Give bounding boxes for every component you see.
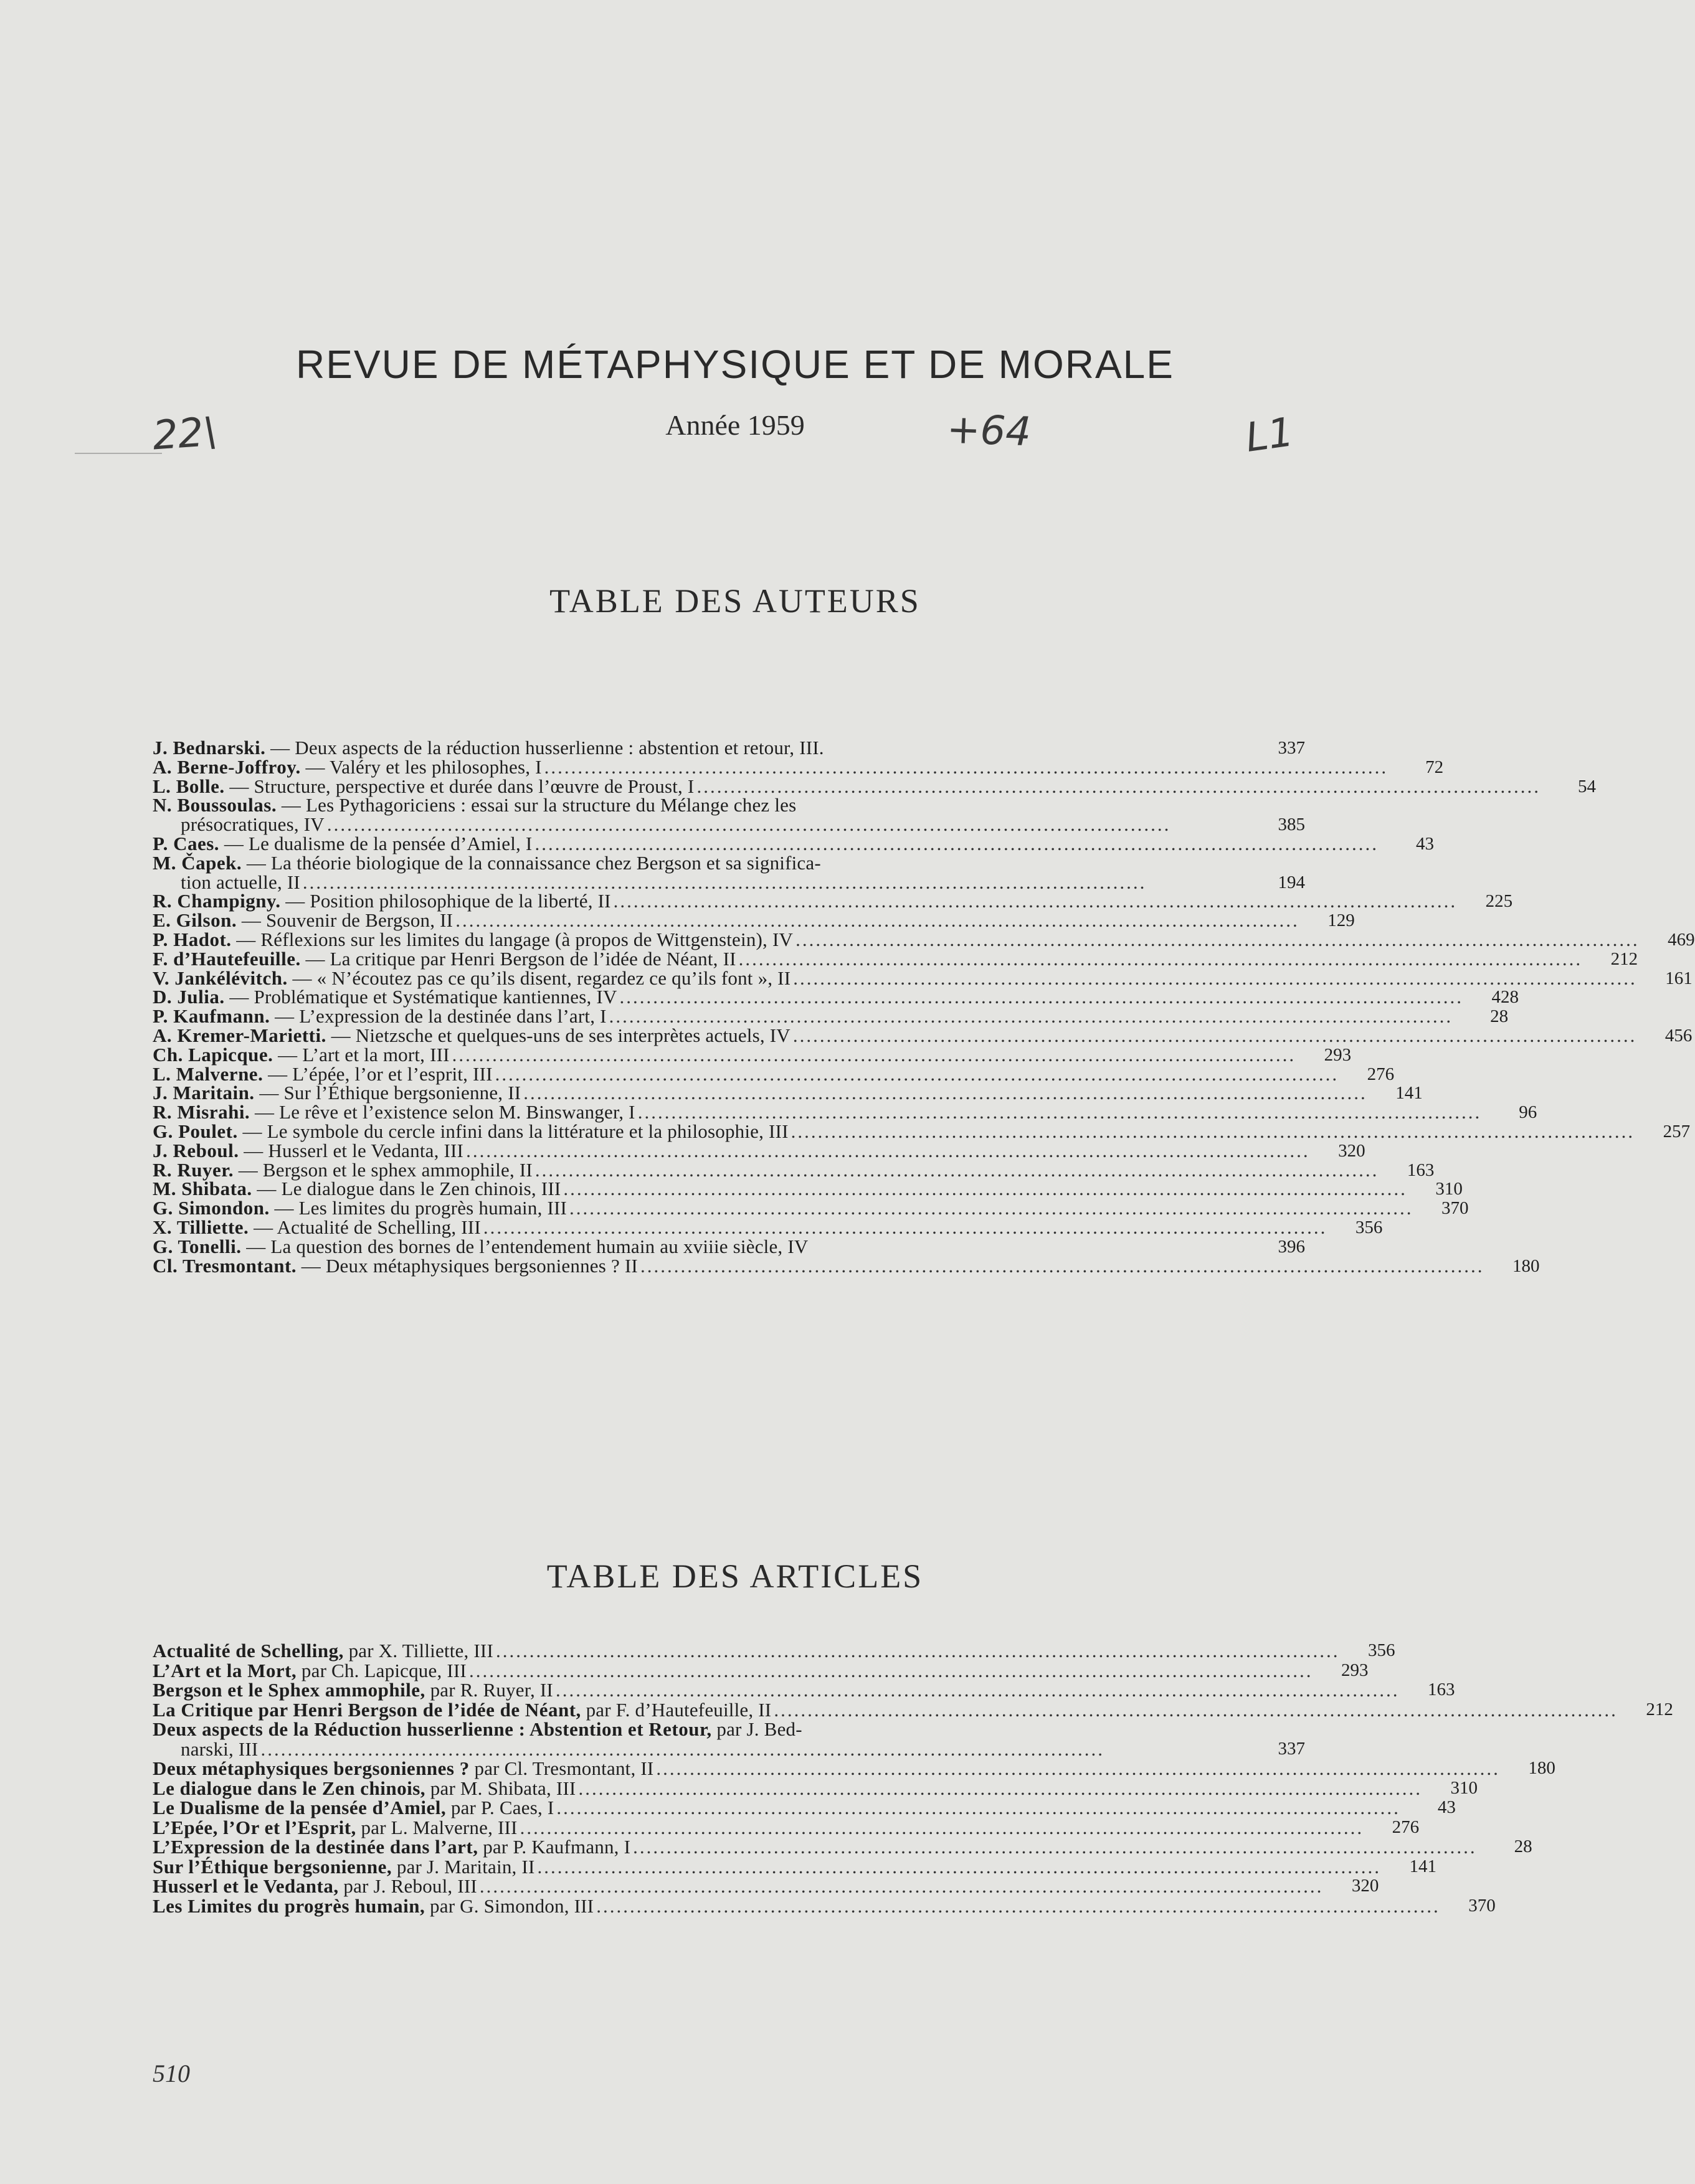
page-number: 141 — [1395, 1083, 1423, 1104]
author-entry: R. Ruyer. — Bergson et le sphex ammophile, II .............................................................................................................................. 163 — [153, 1158, 1435, 1181]
author-entry: G. Tonelli. — La question des bornes de l’entendement humain au xviiie siècle, IV 396 — [153, 1235, 1305, 1257]
author-entry: R. Misrahi. — Le rêve et l’existence selon M. Binswanger, I .............................................................................................................................. 96 — [153, 1101, 1537, 1123]
page-number: 428 — [1491, 987, 1519, 1008]
authors-section-title: TABLE DES AUTEURS — [549, 582, 921, 620]
article-entry: Bergson et le Sphex ammophile, par R. Ruyer, II .............................................................................................................................. 163 — [153, 1679, 1455, 1701]
author-entry: G. Poulet. — Le symbole du cercle infini dans la littérature et la philosophie, III .............................................................................................................................. 257 — [153, 1120, 1691, 1142]
article-entry: L’Expression de la destinée dans l’art, par P. Kaufmann, I .............................................................................................................................. 28 — [153, 1836, 1532, 1858]
author-entry: A. Kremer-Marietti. — Nietzsche et quelques-uns de ses interprètes actuels, IV .............................................................................................................................. 456 — [153, 1024, 1693, 1046]
page-number: 276 — [1367, 1064, 1395, 1084]
author-entry: X. Tilliette. — Actualité de Schelling, III .............................................................................................................................. 356 — [153, 1216, 1383, 1238]
page-number: 225 — [1485, 891, 1513, 912]
article-entry: Deux aspects de la Réduction husserlienne : Abstention et Retour, par J. Bed- narski, III .............................................................................................................................. 337 — [153, 1718, 1305, 1760]
author-entry: Cl. Tresmontant. — Deux métaphysiques bergsoniennes ? II .............................................................................................................................. 180 — [153, 1254, 1540, 1277]
author-entry: M. Čapek. — La théorie biologique de la connaissance chez Bergson et sa significa- tion actuelle, II .............................................................................................................................. 194 — [153, 851, 1305, 893]
handwritten-note-middle: +64 — [946, 406, 1032, 456]
page-number: 337 — [1278, 738, 1305, 758]
handwritten-note-left: 22\ — [151, 409, 219, 460]
article-entry: Le Dualisme de la pensée d’Amiel, par P. Caes, I .............................................................................................................................. 43 — [153, 1797, 1456, 1818]
author-entry: J. Maritain. — Sur l’Éthique bergsonienne, II .............................................................................................................................. 141 — [153, 1082, 1423, 1104]
page-number: 163 — [1427, 1680, 1455, 1699]
page-number: 43 — [1415, 833, 1434, 854]
page-number: 320 — [1338, 1140, 1365, 1161]
authors-list — [153, 737, 1695, 1277]
page-number: 180 — [1528, 1758, 1555, 1778]
journal-title: REVUE DE MÉTAPHYSIQUE ET DE MORALE — [296, 342, 1174, 387]
author-entry: E. Gilson. — Souvenir de Bergson, II .............................................................................................................................. 129 — [153, 909, 1355, 932]
page-number: 96 — [1519, 1102, 1537, 1123]
page-number: 356 — [1355, 1217, 1383, 1237]
author-entry: M. Shibata. — Le dialogue dans le Zen chinois, III .............................................................................................................................. 310 — [153, 1178, 1463, 1200]
page-number: 163 — [1407, 1160, 1435, 1180]
page-number: 72 — [1425, 757, 1444, 777]
page-number: 276 — [1392, 1817, 1420, 1837]
handwritten-note-right: L1 — [1243, 409, 1297, 461]
page-number: 396 — [1278, 1236, 1305, 1257]
page-number: 212 — [1610, 948, 1638, 969]
page-number: 310 — [1435, 1179, 1463, 1199]
pencil-stroke — [75, 453, 162, 454]
page-number: 370 — [1468, 1895, 1496, 1916]
author-entry: P. Kaufmann. — L’expression de la destinée dans l’art, I .............................................................................................................................. 28 — [153, 1005, 1509, 1028]
author-entry: A. Berne-Joffroy. — Valéry et les philosophes, I .............................................................................................................................. 72 — [153, 755, 1444, 778]
page-folio: 510 — [153, 2059, 190, 2087]
page-number: 385 — [1278, 815, 1305, 835]
page-number: 310 — [1450, 1777, 1478, 1798]
page-number: 180 — [1512, 1255, 1540, 1276]
author-entry: Ch. Lapicque. — L’art et la mort, III .............................................................................................................................. 293 — [153, 1043, 1352, 1066]
author-entry: F. d’Hautefeuille. — La critique par Henri Bergson de l’idée de Néant, II .............................................................................................................................. 212 — [153, 947, 1638, 970]
page-number: 257 — [1663, 1121, 1691, 1142]
page-number: 43 — [1437, 1797, 1456, 1817]
year-line: Année 1959 — [665, 409, 805, 441]
articles-list — [153, 1640, 1673, 1917]
article-entry: Husserl et le Vedanta, par J. Reboul, III .............................................................................................................................. 320 — [153, 1875, 1379, 1897]
page-number: 212 — [1646, 1699, 1673, 1719]
article-entry: Le dialogue dans le Zen chinois, par M. Shibata, III .............................................................................................................................. 310 — [153, 1777, 1478, 1799]
article-entry: L’Epée, l’Or et l’Esprit, par L. Malverne, III .............................................................................................................................. 276 — [153, 1816, 1420, 1838]
author-entry: P. Caes. — Le dualisme de la pensée d’Amiel, I .............................................................................................................................. 43 — [153, 832, 1434, 854]
page-number: 28 — [1490, 1006, 1509, 1027]
page-number: 293 — [1341, 1660, 1369, 1680]
articles-section-title: TABLE DES ARTICLES — [546, 1558, 924, 1595]
author-entry: R. Champigny. — Position philosophique de la liberté, II .............................................................................................................................. 225 — [153, 890, 1513, 912]
author-entry: J. Bednarski. — Deux aspects de la réduction husserlienne : abstention et retour, III. 337 — [153, 737, 1305, 759]
page-number: 54 — [1577, 776, 1596, 797]
article-entry: La Critique par Henri Bergson de l’idée de Néant, par F. d’Hautefeuille, II .............................................................................................................................. 212 — [153, 1698, 1673, 1721]
article-entry: Actualité de Schelling, par X. Tilliette, III .............................................................................................................................. 356 — [153, 1640, 1395, 1662]
page-number: 129 — [1327, 910, 1355, 931]
page-number: 28 — [1514, 1837, 1532, 1856]
page-number: 293 — [1324, 1044, 1352, 1065]
article-entry: Les Limites du progrès humain, par G. Simondon, III .............................................................................................................................. 370 — [153, 1894, 1496, 1917]
article-entry: Deux métaphysiques bergsoniennes ? par Cl. Tresmontant, II .............................................................................................................................. 180 — [153, 1757, 1555, 1779]
page-number: 356 — [1367, 1640, 1395, 1660]
page-number: 370 — [1441, 1198, 1469, 1219]
author-entry: V. Jankélévitch. — « N’écoutez pas ce qu’ils disent, regardez ce qu’ils font », II .............................................................................................................................. 161 — [153, 967, 1693, 989]
page-number: 194 — [1278, 872, 1305, 892]
page-number: 161 — [1665, 968, 1693, 988]
article-entry: Sur l’Éthique bergsonienne, par J. Maritain, II .............................................................................................................................. 141 — [153, 1855, 1436, 1878]
author-entry: G. Simondon. — Les limites du progrès humain, III .............................................................................................................................. 370 — [153, 1197, 1469, 1219]
author-entry: L. Malverne. — L’épée, l’or et l’esprit, III .............................................................................................................................. 276 — [153, 1062, 1395, 1085]
author-entry: D. Julia. — Problématique et Systématique kantiennes, IV .............................................................................................................................. 428 — [153, 986, 1519, 1008]
page-number: 141 — [1409, 1856, 1436, 1876]
author-entry: P. Hadot. — Réflexions sur les limites du langage (à propos de Wittgenstein), IV .............................................................................................................................. 469 — [153, 928, 1695, 950]
page-number: 320 — [1351, 1876, 1379, 1896]
page-number: 456 — [1664, 1025, 1693, 1046]
author-entry: L. Bolle. — Structure, perspective et durée dans l’œuvre de Proust, I .............................................................................................................................. 54 — [153, 775, 1596, 797]
author-entry: J. Reboul. — Husserl et le Vedanta, III .............................................................................................................................. 320 — [153, 1139, 1365, 1161]
author-entry: N. Boussoulas. — Les Pythagoriciens : essai sur la structure du Mélange chez les présocratiques, IV .............................................................................................................................. 385 — [153, 794, 1305, 836]
page-number: 469 — [1668, 929, 1695, 950]
article-entry: L’Art et la Mort, par Ch. Lapicque, III .............................................................................................................................. 293 — [153, 1659, 1369, 1681]
page-number: 337 — [1278, 1738, 1305, 1759]
